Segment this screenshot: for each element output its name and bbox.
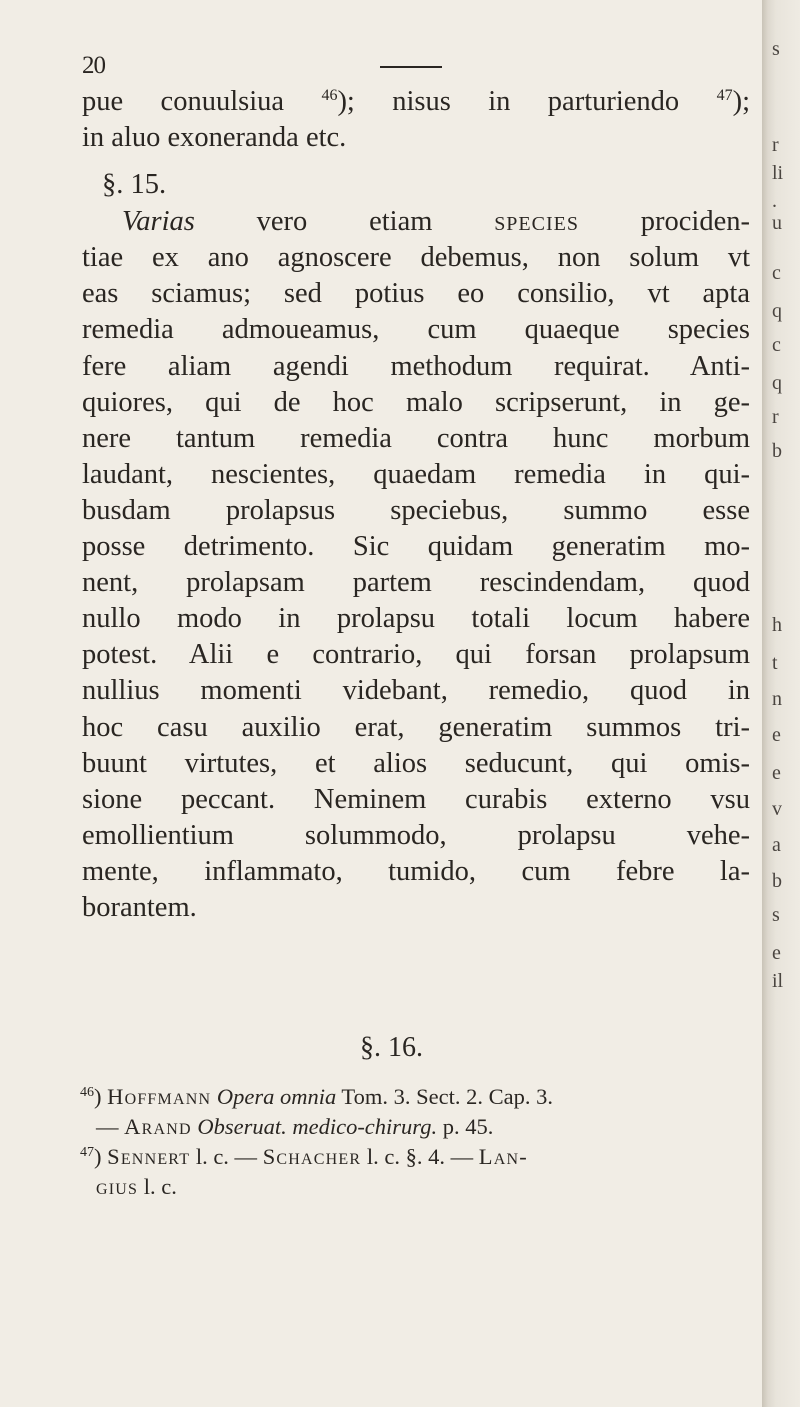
text-line: sione peccant. Neminem curabis externo vsu: [82, 783, 750, 815]
facing-letter: n: [772, 688, 782, 710]
footnotes: [80, 1082, 752, 1202]
facing-letter: .: [772, 190, 777, 212]
author-schacher: Schacher: [262, 1144, 362, 1169]
facing-letter: q: [772, 372, 782, 394]
section-heading-16: §. 16.: [360, 1032, 423, 1063]
text-line: potest. Alii e contrario, qui forsan prolapsum: [82, 639, 750, 671]
footnote-ref-46: 46: [321, 87, 338, 104]
facing-letter: s: [772, 904, 780, 926]
facing-letter: b: [772, 870, 782, 892]
text-line: tiae ex ano agnoscere debemus, non solum vt: [82, 242, 750, 274]
facing-letter: q: [772, 300, 782, 322]
facing-letter: t: [772, 652, 778, 674]
facing-letter: c: [772, 334, 781, 356]
text-line: remedia admoueamus, cum quaeque species: [82, 314, 750, 346]
text-line: Varias vero etiam species prociden-: [122, 206, 750, 238]
author-hoffmann: Hoffmann: [107, 1084, 212, 1109]
text-line: pue conuulsiua $^{46}$); nisus in parturiendo $^{47}$);: [82, 86, 750, 117]
page-number: 20: [82, 52, 105, 79]
text-line: emollientium solummodo, prolapsu vehe-: [82, 819, 750, 851]
text-line: mente, inflammato, tumido, cum febre la-: [82, 855, 750, 887]
text-line: nere tantum remedia contra hunc morbum: [82, 422, 750, 454]
text-line: quiores, qui de hoc malo scripserunt, in ge-: [82, 386, 750, 418]
facing-letter: r: [772, 406, 779, 428]
facing-letter: h: [772, 614, 782, 636]
main-text: [82, 84, 750, 926]
text-line: busdam prolapsus speciebus, summo esse: [82, 494, 750, 526]
text-line: eas sciamus; sed potius eo consilio, vt apta: [82, 278, 750, 310]
text-line: nent, prolapsam partem rescindendam, quod: [82, 567, 750, 599]
facing-letter: b: [772, 440, 782, 462]
facing-letter: e: [772, 942, 781, 964]
text-line: hoc casu auxilio erat, generatim summos tri-: [82, 711, 750, 743]
footnote-47-cont: gius l. c.: [96, 1174, 177, 1199]
text-line: in aluo exoneranda etc.: [82, 122, 347, 154]
facing-letter: s: [772, 38, 780, 60]
text-line: fere aliam agendi methodum requirat. Anti-: [82, 350, 750, 382]
author-langius: Lan-: [478, 1144, 528, 1169]
facing-letter: li: [772, 162, 784, 184]
footnote-ref-47: 47: [716, 87, 733, 104]
emphasis-varias: Varias: [122, 206, 195, 238]
facing-letter: e: [772, 724, 781, 746]
facing-letter: u: [772, 212, 782, 234]
text-line: nullius momenti videbant, remedio, quod in: [82, 675, 750, 707]
facing-letter: r: [772, 134, 779, 156]
text-line: nullo modo in prolapsu totali locum habere: [82, 603, 750, 635]
author-arand: Arand: [124, 1114, 192, 1139]
footnote-46-cont: — Arand Obseruat. medico-chirurg. p. 45.: [96, 1114, 494, 1139]
footnote-47: $^{47}$) Sennert l. c. — Schacher l. c. §. 4. — Lan-: [80, 1144, 528, 1169]
text-line: posse detrimento. Sic quidam generatim mo-: [82, 531, 750, 563]
text-line: laudant, nescientes, quaedam remedia in qui-: [82, 458, 750, 490]
facing-letter: a: [772, 834, 781, 856]
facing-letter: v: [772, 798, 782, 820]
title-opera-omnia: Opera omnia: [216, 1084, 337, 1109]
footnote-46: $^{46}$) Hoffmann Opera omnia Tom. 3. Sect. 2. Cap. 3.: [80, 1084, 553, 1109]
facing-letter: c: [772, 262, 781, 284]
text-line: borantem.: [82, 891, 197, 923]
facing-letter: il: [772, 970, 784, 992]
smallcaps-species: species: [494, 206, 579, 238]
author-sennert: Sennert: [107, 1144, 191, 1169]
title-obseruat: Obseruat. medico-chirurg.: [197, 1114, 438, 1139]
header-rule: [380, 66, 442, 68]
text-line: buunt virtutes, et alios seducunt, qui omis-: [82, 747, 750, 779]
facing-letter: e: [772, 762, 781, 784]
section-heading-15: §. 15.: [102, 169, 167, 201]
